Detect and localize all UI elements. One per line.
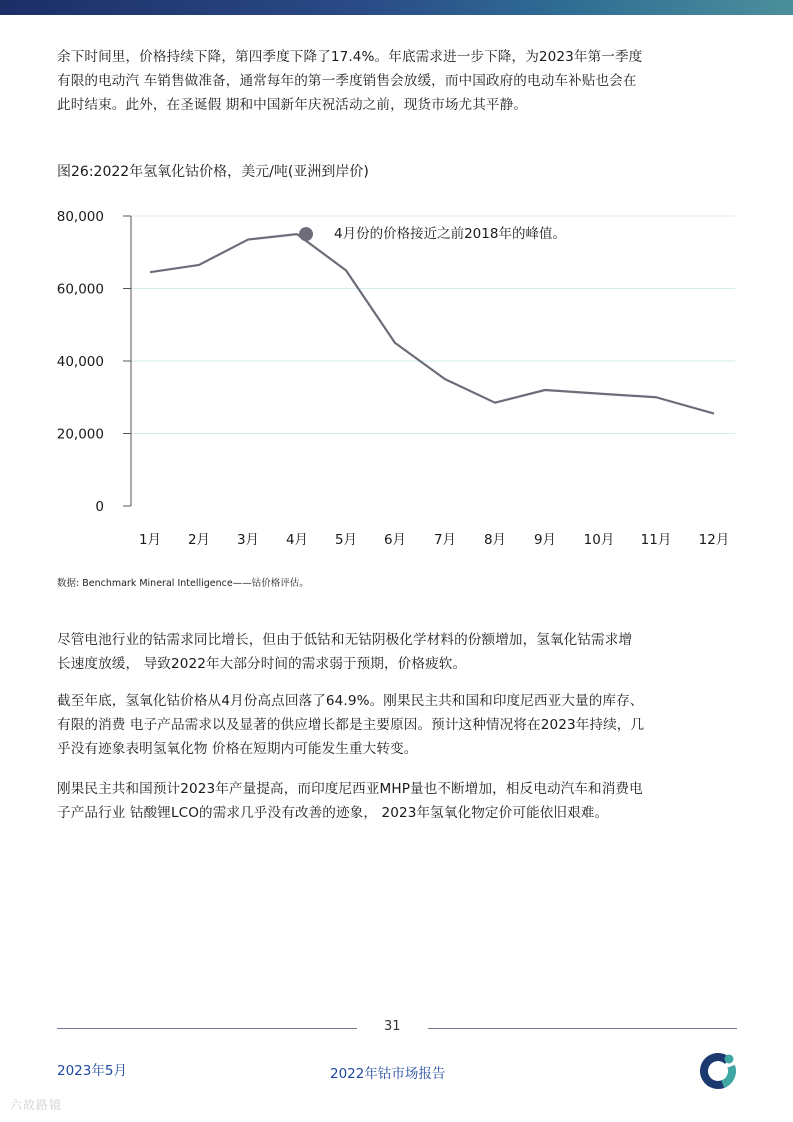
x-tick-label: 2月 xyxy=(187,532,211,548)
text-line: 截至年底，氢氧化钴价格从4月份高点回落了64.9%。刚果民主共和国和印度尼西亚大量的库存、 xyxy=(57,693,644,709)
text-line: 尽管电池行业的钴需求同比增长，但由于低钴和无钴阴极化学材料的份额增加，氢氧化钴需求增 xyxy=(57,632,633,648)
footer-rule-left xyxy=(57,1028,357,1029)
x-tick-label: 6月 xyxy=(383,532,407,548)
y-tick-label: 60,000 xyxy=(56,281,104,298)
demand-paragraph xyxy=(57,628,739,676)
footer-date: 2023年5月 xyxy=(57,1063,127,1079)
company-logo-icon xyxy=(697,1050,739,1092)
text-line: 有限的消费 电子产品需求以及显著的供应增长都是主要原因。预计这种情况将在2023年持续，几 xyxy=(57,717,645,733)
x-tick-label: 4月 xyxy=(285,532,309,548)
text-line: 子产品行业 钴酸锂LCO的需求几乎没有改善的迹象， 2023年氢氧化物定价可能依旧艰难。 xyxy=(57,805,609,821)
price-series-line xyxy=(150,234,714,413)
x-tick-label: 8月 xyxy=(483,532,507,548)
y-tick-label: 0 xyxy=(95,499,104,515)
x-tick-label: 1月 xyxy=(138,532,162,548)
text-line: 余下时间里，价格持续下降，第四季度下降了17.4%。年底需求进一步下降，为2023年第一季度 xyxy=(57,49,643,65)
text-line: 乎没有迹象表明氢氧化物 价格在短期内可能发生重大转变。 xyxy=(57,741,418,757)
text-line: 长速度放缓， 导致2022年大部分时间的需求弱于预期，价格疲软。 xyxy=(57,656,467,672)
x-tick-label: 10月 xyxy=(583,532,615,548)
x-tick-label: 11月 xyxy=(640,532,672,548)
text-line: 刚果民主共和国预计2023年产量提高，而印度尼西亚MHP量也不断增加，相反电动汽车和消费电 xyxy=(57,781,643,797)
chart-source-note: 数据: Benchmark Mineral Intelligence——钴价格评估。 xyxy=(57,578,309,589)
y-tick-label: 20,000 xyxy=(56,426,104,443)
footer-report-title: 2022年钴市场报告 xyxy=(330,1066,446,1082)
peak-marker xyxy=(299,227,313,241)
text-line: 有限的电动汽 车销售做准备，通常每年的第一季度销售会放缓，而中国政府的电动车补贴也会在 xyxy=(57,73,637,89)
x-tick-label: 7月 xyxy=(433,532,457,548)
footer-rule-right xyxy=(428,1028,737,1029)
price-drop-paragraph xyxy=(57,689,739,761)
peak-annotation: 4月份的价格接近之前2018年的峰值。 xyxy=(334,226,566,243)
watermark: 六故路镜 xyxy=(10,1098,63,1112)
chart-title: 图26:2022年氢氧化钴价格，美元/吨(亚洲到岸价) xyxy=(57,164,369,180)
page-number: 31 xyxy=(384,1019,401,1034)
x-tick-label: 9月 xyxy=(533,532,557,548)
price-line-chart xyxy=(0,195,793,565)
x-tick-label: 3月 xyxy=(236,532,260,548)
header-gradient-bar xyxy=(0,0,793,15)
y-tick-label: 80,000 xyxy=(56,209,104,225)
x-tick-label: 12月 xyxy=(698,532,730,548)
y-tick-label: 40,000 xyxy=(56,354,104,370)
outlook-paragraph xyxy=(57,777,739,825)
x-tick-label: 5月 xyxy=(334,532,358,548)
text-line: 此时结束。此外，在圣诞假 期和中国新年庆祝活动之前，现货市场尤其平静。 xyxy=(57,97,528,113)
intro-paragraph xyxy=(57,45,739,117)
